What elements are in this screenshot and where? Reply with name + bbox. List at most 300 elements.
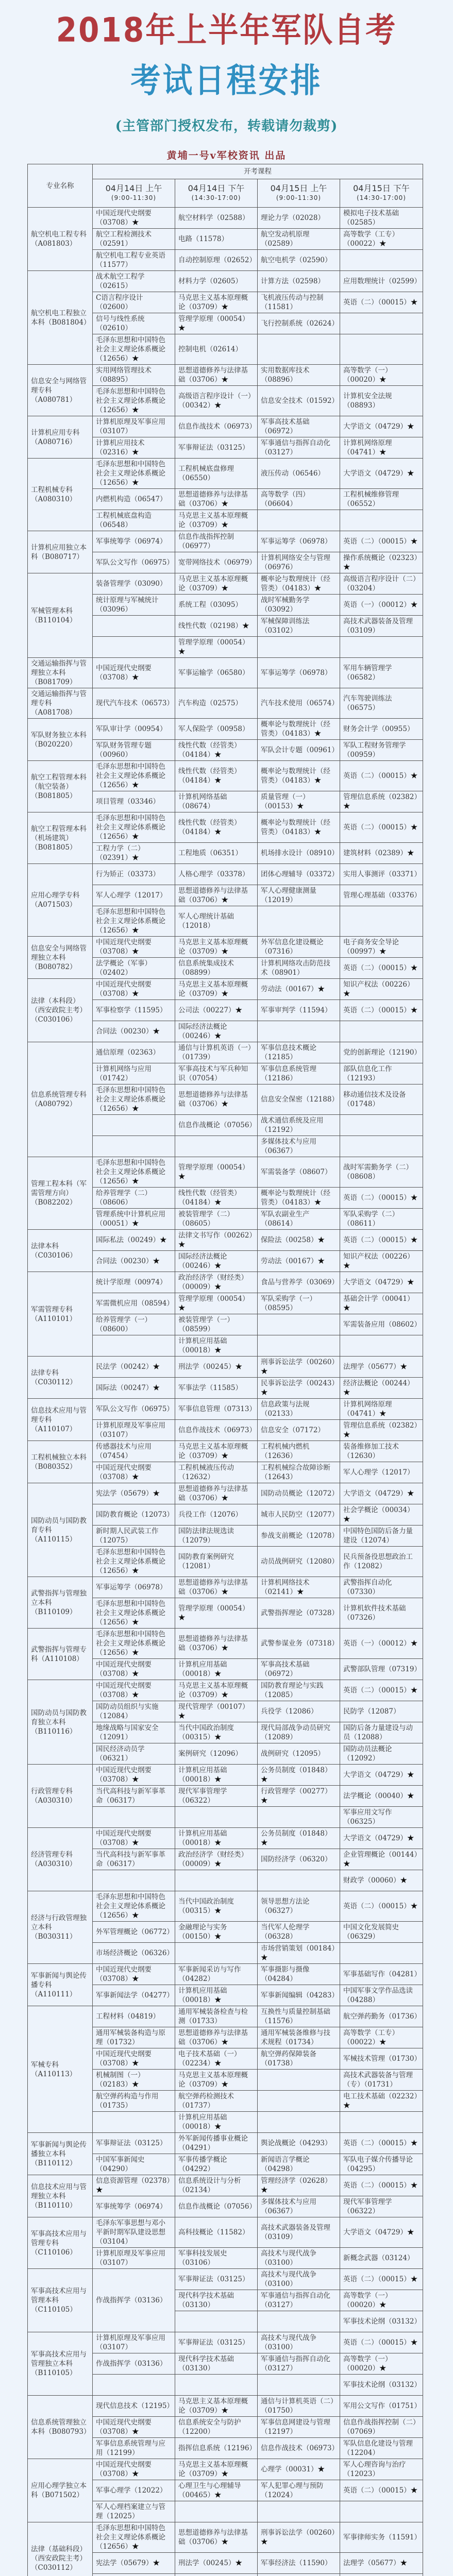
course-cell xyxy=(340,573,423,595)
course-name: 知识产权法（00226） xyxy=(343,980,414,989)
courses-group-header: 开考课程 xyxy=(93,164,423,179)
course-cell xyxy=(258,1870,340,1891)
major-name: 军事新闻与舆论传播专科（A110111） xyxy=(28,1964,93,2006)
course-name: 信息作战技术（06973） xyxy=(261,2444,339,2452)
national-exam-star-icon: ★ xyxy=(221,1100,228,1108)
course-name: 英语（二）（00015） xyxy=(343,298,411,307)
course-cell xyxy=(93,1335,175,1357)
course-cell xyxy=(340,2438,423,2459)
course-cell xyxy=(175,2480,258,2501)
course-name: 城市人民防空（12077） xyxy=(261,1511,339,1519)
national-exam-star-icon: ★ xyxy=(132,854,139,862)
national-exam-star-icon: ★ xyxy=(407,2228,414,2236)
course-name: 中国近现代史纲要（03708） xyxy=(96,1682,152,1699)
course-name: 航空机电工程专业英语（11577） xyxy=(96,251,165,269)
course-cell xyxy=(258,489,340,510)
national-exam-star-icon: ★ xyxy=(407,469,414,478)
course-name: 大学语文（04729） xyxy=(343,1489,407,1498)
major-name: 航空机电工程专科（A081803） xyxy=(28,208,93,271)
course-cell xyxy=(175,1021,258,1042)
course-name: 信息作战指挥控制（二）（07069） xyxy=(343,2418,416,2436)
course-cell xyxy=(175,1378,258,1399)
national-exam-star-icon: ★ xyxy=(132,2428,139,2436)
course-cell xyxy=(340,1157,423,1188)
course-cell xyxy=(93,1922,175,1943)
course-cell xyxy=(93,1526,175,1547)
national-exam-star-icon: ★ xyxy=(221,2038,228,2046)
course-cell xyxy=(93,688,175,719)
course-cell xyxy=(340,1870,423,1891)
course-cell xyxy=(258,1722,340,1743)
major-name: 信息系统管理独立本科（B080793） xyxy=(28,2396,93,2459)
course-name: 信息作战概论（07056） xyxy=(178,2202,256,2211)
course-name: 作战指挥学（03136） xyxy=(96,2296,166,2304)
major-name: 航空工程管理本科（机场建筑）（B081805） xyxy=(28,812,93,864)
course-name: 工程地质（06351） xyxy=(178,849,242,857)
table-row xyxy=(28,459,423,489)
course-cell xyxy=(175,437,258,459)
national-exam-star-icon: ★ xyxy=(379,1410,387,1418)
course-cell xyxy=(175,1042,258,1063)
national-exam-star-icon: ★ xyxy=(314,730,322,738)
course-name: 航空材料学（02588） xyxy=(178,214,249,222)
course-name: 军事信息技术概论（12185） xyxy=(261,1044,316,1061)
course-cell xyxy=(175,1399,258,1420)
national-exam-star-icon: ★ xyxy=(132,354,139,363)
course-name: 信息政策与法规（02133） xyxy=(261,1400,310,1418)
session-header-1 xyxy=(93,179,175,208)
course-name: 工程机械底盘修理（06550） xyxy=(178,465,234,482)
course-name: 高等数学（一）（00020） xyxy=(343,2355,392,2372)
course-name: 行政管理学（00277） xyxy=(261,1787,331,1795)
course-cell xyxy=(340,1743,423,1765)
national-exam-star-icon: ★ xyxy=(132,947,139,956)
table-row xyxy=(28,1680,423,1701)
course-cell xyxy=(93,906,175,937)
course-cell xyxy=(93,1378,175,1399)
table-row xyxy=(28,416,423,437)
national-exam-star-icon: ★ xyxy=(343,1388,350,1397)
course-cell xyxy=(258,2248,340,2269)
course-cell xyxy=(93,459,175,489)
major-name: 军需管理专科（A110101） xyxy=(28,1272,93,1357)
course-name: 通信与计算机英语（一）（01739） xyxy=(178,1044,251,1061)
course-name: 毛泽东军事思想与邓小平新时期军队建设思想（03104） xyxy=(96,2219,165,2246)
course-cell xyxy=(258,1399,340,1420)
course-name: 军事统筹学（06974） xyxy=(96,537,166,546)
course-cell xyxy=(175,2396,258,2417)
course-cell xyxy=(340,1378,423,1399)
course-cell xyxy=(93,1209,175,1230)
course-name: 武警部队管理（07319） xyxy=(343,1665,421,1673)
course-cell xyxy=(258,1807,340,1828)
course-cell xyxy=(340,843,423,864)
course-name: 高等数学（四）（06604） xyxy=(261,490,310,508)
course-cell xyxy=(175,1063,258,1084)
course-cell xyxy=(175,1547,258,1577)
major-name: 军械专科（A110113） xyxy=(28,2006,93,2133)
course-cell xyxy=(175,1157,258,1188)
national-exam-star-icon: ★ xyxy=(214,1996,222,2004)
course-cell xyxy=(93,1807,175,1828)
national-exam-star-icon: ★ xyxy=(153,1257,160,1265)
course-name: 毛泽东思想和中国特色社会主义理论体系概论（12656） xyxy=(96,336,165,363)
course-cell xyxy=(93,208,175,229)
course-name: 案例研究（12096） xyxy=(178,1750,242,1758)
national-exam-star-icon: ★ xyxy=(317,2465,325,2473)
course-cell xyxy=(93,1598,175,1629)
course-name: 英语（二）（00015） xyxy=(343,2486,411,2495)
national-exam-star-icon: ★ xyxy=(314,584,322,592)
course-cell xyxy=(258,416,340,437)
table-row xyxy=(28,1042,423,1063)
course-name: 国防动员法概论（12092） xyxy=(343,1745,392,1762)
course-name: 军事信息系统管理（12186） xyxy=(261,1065,316,1082)
page-header xyxy=(0,0,453,164)
course-cell xyxy=(175,416,258,437)
course-cell xyxy=(340,1985,423,2006)
course-name: 军事摄影与摄像（04284） xyxy=(261,1965,310,1983)
course-name: 航空发动机原理（02589） xyxy=(261,230,310,248)
national-exam-star-icon: ★ xyxy=(132,1177,139,1185)
course-cell xyxy=(258,1157,340,1188)
course-name: 电子商务安全导论（00997） xyxy=(343,938,399,956)
table-row xyxy=(28,1964,423,1985)
course-name: 民防学（12087） xyxy=(343,1707,400,1716)
course-cell xyxy=(93,250,175,271)
course-name: 信息系统集成技术（08899） xyxy=(178,959,234,977)
major-name: 计算机应用专科（A080716） xyxy=(28,416,93,459)
course-name: 军事信息管理（07313） xyxy=(178,1405,256,1413)
course-name: 高级语言程序设计（二）（03204） xyxy=(343,575,416,592)
course-cell xyxy=(340,1786,423,1807)
national-exam-star-icon: ★ xyxy=(221,1691,228,1699)
table-row xyxy=(28,812,423,843)
course-name: 电路（11578） xyxy=(178,235,228,243)
course-cell xyxy=(340,459,423,489)
course-name: 工程机械液压传动（12632） xyxy=(178,1464,234,1481)
course-name: 政治经济学（财经类）（00009） xyxy=(178,1274,248,1291)
course-cell xyxy=(93,489,175,510)
course-cell xyxy=(175,843,258,864)
course-name: 信息作战概论（07056） xyxy=(178,1121,256,1129)
national-exam-star-icon: ★ xyxy=(407,1834,414,1842)
course-name: 给养管理学（一）（08600） xyxy=(96,1316,152,1333)
national-exam-star-icon: ★ xyxy=(411,537,418,546)
course-cell xyxy=(175,979,258,1000)
course-cell xyxy=(175,1483,258,1504)
course-name: 工程机械综合故障诊断（12643） xyxy=(261,1464,330,1481)
course-name: 马克思主义基本原理概论（03709） xyxy=(178,2071,248,2089)
course-cell xyxy=(340,250,423,271)
course-name: 军事通信与指挥自动化（03127） xyxy=(261,2292,330,2309)
course-cell xyxy=(93,2375,175,2396)
national-exam-star-icon: ★ xyxy=(379,240,387,248)
course-cell xyxy=(93,2175,175,2196)
course-name: 传感器技术与应用（07454） xyxy=(96,1443,152,1460)
course-cell xyxy=(258,1084,340,1115)
course-cell xyxy=(340,2196,423,2217)
course-name: 机场排水设计（08910） xyxy=(261,849,339,857)
course-name: 市场经济概论（06326） xyxy=(96,1949,174,1957)
course-cell xyxy=(93,1462,175,1483)
national-exam-star-icon: ★ xyxy=(343,802,350,810)
course-cell xyxy=(258,208,340,229)
course-cell xyxy=(258,688,340,719)
course-name: 材料力学（02605） xyxy=(178,277,242,285)
course-cell xyxy=(93,2006,175,2027)
major-name: 国防动员与国防教育专科（A110115） xyxy=(28,1483,93,1577)
course-cell xyxy=(175,2290,258,2311)
course-cell xyxy=(258,791,340,812)
course-cell xyxy=(175,1251,258,1272)
major-name: 交通运输指挥与管理专科（A081708） xyxy=(28,688,93,719)
course-name: 现代汽车技术（06573） xyxy=(96,699,174,707)
course-cell xyxy=(258,1209,340,1230)
course-cell xyxy=(175,1462,258,1483)
course-name: 概率论与数理统计（经管类）（04183） xyxy=(261,767,330,785)
national-exam-star-icon: ★ xyxy=(235,1363,242,1371)
course-name: 英语（二）（00015） xyxy=(343,1236,411,1244)
course-name: 毛泽东思想和中国特色社会主义理论体系概论（12656） xyxy=(96,1548,165,1575)
course-cell xyxy=(258,2396,340,2417)
course-name: 信息安全技术（01592） xyxy=(261,397,339,405)
course-name: 被装管理学（二）（08605） xyxy=(178,1210,234,1228)
course-name: 计算机网络技术（02141） xyxy=(261,1579,310,1596)
course-name: 宪法学（05679） xyxy=(96,2559,153,2567)
course-cell xyxy=(340,719,423,740)
national-exam-star-icon: ★ xyxy=(214,1346,222,1354)
course-cell xyxy=(258,1577,340,1598)
course-cell xyxy=(175,386,258,416)
course-name: 自动控制原理（02652） xyxy=(178,256,256,264)
course-cell xyxy=(340,1807,423,1828)
session-time: (9:00-11:30) xyxy=(261,193,337,202)
major-name: 计算机应用独立本科（B080717） xyxy=(28,531,93,573)
course-name: 军队工程财务管理学（00959） xyxy=(343,741,406,759)
course-name: 军事运筹学（06978） xyxy=(96,1583,166,1591)
course-cell xyxy=(258,1985,340,2006)
national-exam-star-icon: ★ xyxy=(153,2559,160,2567)
course-name: 大学语文（04729） xyxy=(343,422,407,431)
course-name: 信息资源管理（02378） xyxy=(96,2177,174,2185)
course-name: 知识产权法（00226） xyxy=(343,1252,414,1261)
table-row xyxy=(28,1828,423,1849)
national-exam-star-icon: ★ xyxy=(153,1363,160,1371)
course-name: 当代高科技与新军事革命（06317） xyxy=(96,1787,165,1805)
course-name: 工程机械内燃机（12636） xyxy=(261,1443,310,1460)
course-cell xyxy=(175,1765,258,1786)
course-name: 管理系统中计算机应用（00051） xyxy=(96,1210,165,1228)
course-cell xyxy=(340,1828,423,1849)
course-name: 军需微机应用（08594） xyxy=(96,1299,174,1308)
course-cell xyxy=(258,1743,340,1765)
course-cell xyxy=(258,658,340,688)
course-name: 概率论与数理统计（经管类）（04183） xyxy=(261,575,330,592)
course-cell xyxy=(340,208,423,229)
national-exam-star-icon: ★ xyxy=(297,802,304,810)
course-cell xyxy=(258,1922,340,1943)
course-name: 通用军械装备维修与技术规程（01734） xyxy=(261,2029,330,2046)
major-name: 国防动员与国防教育独立本科（B110116） xyxy=(28,1680,93,1765)
major-name: 武警指挥与管理专科（A110108） xyxy=(28,1629,93,1680)
course-cell xyxy=(175,1743,258,1765)
course-name: 武警指挥自动化（07330） xyxy=(343,1579,392,1596)
course-cell xyxy=(93,2353,175,2375)
course-name: 概率论与数理统计（经管类）（04183） xyxy=(261,1189,330,1207)
course-cell xyxy=(93,1063,175,1084)
major-name: 信息系统管理专科（A080792） xyxy=(28,1042,93,1157)
course-name: 电子技术基础（一）（02234） xyxy=(178,2050,241,2067)
course-cell xyxy=(340,1577,423,1598)
course-name: 内燃机构造（06547） xyxy=(96,495,166,503)
course-cell xyxy=(93,437,175,459)
title-line-2: 考试日程安排 xyxy=(0,57,453,104)
course-cell xyxy=(258,2501,340,2522)
course-cell xyxy=(175,1000,258,1021)
course-name: 管理学原理（00054） xyxy=(178,1604,249,1613)
course-cell xyxy=(93,1870,175,1891)
course-name: 互换性与质量控制基础（11576） xyxy=(261,2008,330,2025)
course-cell xyxy=(175,1357,258,1378)
national-exam-star-icon: ★ xyxy=(153,1489,160,1498)
table-row xyxy=(28,719,423,740)
course-cell xyxy=(175,740,258,761)
table-row xyxy=(28,1441,423,1462)
course-name: 企业管理概论（00144） xyxy=(343,1851,421,1859)
national-exam-star-icon: ★ xyxy=(178,1614,186,1622)
course-name: 马克思主义基本原理概论（03709） xyxy=(178,1682,248,1699)
national-exam-star-icon: ★ xyxy=(411,772,418,780)
course-name: 高技术武器装备与管理（专）（01731） xyxy=(343,2071,413,2089)
table-row xyxy=(28,2459,423,2480)
course-name: 军事应用文写作（06325） xyxy=(343,1808,392,1826)
course-cell xyxy=(340,510,423,531)
course-name: 现代局部战争动员研究（12089） xyxy=(261,1724,330,1741)
course-name: 军事技术论纲（03132） xyxy=(343,2317,421,2326)
course-name: 国防教育概论（12073） xyxy=(96,1511,174,1519)
course-name: 中国近现代史纲要（03708） xyxy=(96,2418,152,2436)
national-exam-star-icon: ★ xyxy=(221,2470,228,2478)
course-cell xyxy=(175,1807,258,1828)
national-exam-star-icon: ★ xyxy=(132,479,139,487)
course-cell xyxy=(93,1985,175,2006)
course-name: 毛泽东思想和中国特色社会主义理论体系概论（12656） xyxy=(96,908,165,935)
national-exam-star-icon: ★ xyxy=(132,1649,139,1657)
course-name: 航空弹药保障装备（01738） xyxy=(261,2050,316,2067)
course-cell xyxy=(93,1504,175,1526)
course-cell xyxy=(93,791,175,812)
course-name: 实用人事测评（03371） xyxy=(343,870,421,878)
course-cell xyxy=(93,2459,175,2480)
course-name: 国际私法（00249） xyxy=(96,1236,160,1244)
course-cell xyxy=(258,437,340,459)
course-name: 军队公文写作（06975） xyxy=(96,1405,174,1413)
course-cell xyxy=(340,1136,423,1157)
course-name: 给养管理学（二）（08606） xyxy=(96,1189,152,1207)
table-row xyxy=(28,979,423,1000)
course-cell xyxy=(175,2027,258,2048)
national-exam-star-icon: ★ xyxy=(214,1907,222,1915)
course-name: 马克思主义基本原理概论（03709） xyxy=(178,294,248,311)
course-cell xyxy=(175,595,258,616)
course-cell xyxy=(175,2112,258,2133)
course-cell xyxy=(175,531,258,552)
course-name: 国防动员概论（12072） xyxy=(261,1489,339,1498)
course-cell xyxy=(258,1598,340,1629)
course-cell xyxy=(175,1943,258,1964)
national-exam-star-icon: ★ xyxy=(411,601,418,609)
course-name: 毛泽东思想和中国特色社会主义理论体系概论（12656） xyxy=(96,1630,165,1657)
course-name: 高等数学（一）（00020） xyxy=(343,2292,392,2309)
course-cell xyxy=(258,2269,340,2290)
course-cell xyxy=(340,2048,423,2070)
course-cell xyxy=(93,1042,175,1063)
course-cell xyxy=(93,812,175,843)
national-exam-star-icon: ★ xyxy=(96,2186,103,2194)
course-cell xyxy=(93,2027,175,2048)
course-name: 英语（二）（00015） xyxy=(343,2139,411,2147)
course-name: 军事通信与指挥自动化（03127） xyxy=(261,439,330,456)
national-exam-star-icon: ★ xyxy=(343,2102,350,2110)
course-name: 线性代数（经管类）（04184） xyxy=(178,819,241,836)
course-cell xyxy=(93,1157,175,1188)
national-exam-star-icon: ★ xyxy=(379,2364,387,2372)
course-cell xyxy=(93,552,175,573)
course-cell xyxy=(175,1420,258,1441)
course-name: 大学语文（04729） xyxy=(343,1771,407,1779)
course-name: 计算机原理及军事应用（03107） xyxy=(96,418,165,435)
national-exam-star-icon: ★ xyxy=(343,990,350,998)
course-name: 中国近现代史纲要（03708） xyxy=(96,2050,152,2067)
course-name: 中国特色国防后备力量建设（12074） xyxy=(343,1527,413,1545)
course-name: 军事运筹学（06978） xyxy=(261,669,331,677)
course-cell xyxy=(258,365,340,386)
table-row xyxy=(28,1577,423,1598)
course-cell xyxy=(93,1230,175,1251)
course-cell xyxy=(93,1084,175,1115)
table-row xyxy=(28,937,423,958)
course-cell xyxy=(175,2522,258,2553)
course-cell xyxy=(340,552,423,573)
course-name: 宪法学（05679） xyxy=(96,1489,153,1498)
course-cell xyxy=(175,1209,258,1230)
course-cell xyxy=(258,1042,340,1063)
course-cell xyxy=(175,1272,258,1293)
national-exam-star-icon: ★ xyxy=(343,1431,350,1439)
course-name: 马克思主义基本原理概论（03709） xyxy=(178,512,248,529)
major-name: 军队财务独立本科（B020220） xyxy=(28,719,93,761)
course-name: 思想道德修养与法律基础（03706） xyxy=(178,1485,248,1502)
course-cell xyxy=(175,2269,258,2290)
course-cell xyxy=(340,885,423,906)
course-cell xyxy=(93,658,175,688)
course-cell xyxy=(258,864,340,885)
national-exam-star-icon: ★ xyxy=(411,1639,418,1648)
table-row xyxy=(28,2175,423,2196)
national-exam-star-icon: ★ xyxy=(411,2139,418,2147)
course-name: 公司法（00227） xyxy=(178,1006,235,1014)
course-cell xyxy=(258,1765,340,1786)
course-name: 党的创新理论（12190） xyxy=(343,1048,421,1057)
course-cell xyxy=(93,1786,175,1807)
course-cell xyxy=(258,1547,340,1577)
course-cell xyxy=(175,1598,258,1629)
course-cell xyxy=(258,637,340,658)
national-exam-star-icon: ★ xyxy=(261,1367,268,1376)
course-name: 信息作战技术（06973） xyxy=(178,422,256,431)
course-name: 大学语文（04729） xyxy=(343,2228,407,2236)
